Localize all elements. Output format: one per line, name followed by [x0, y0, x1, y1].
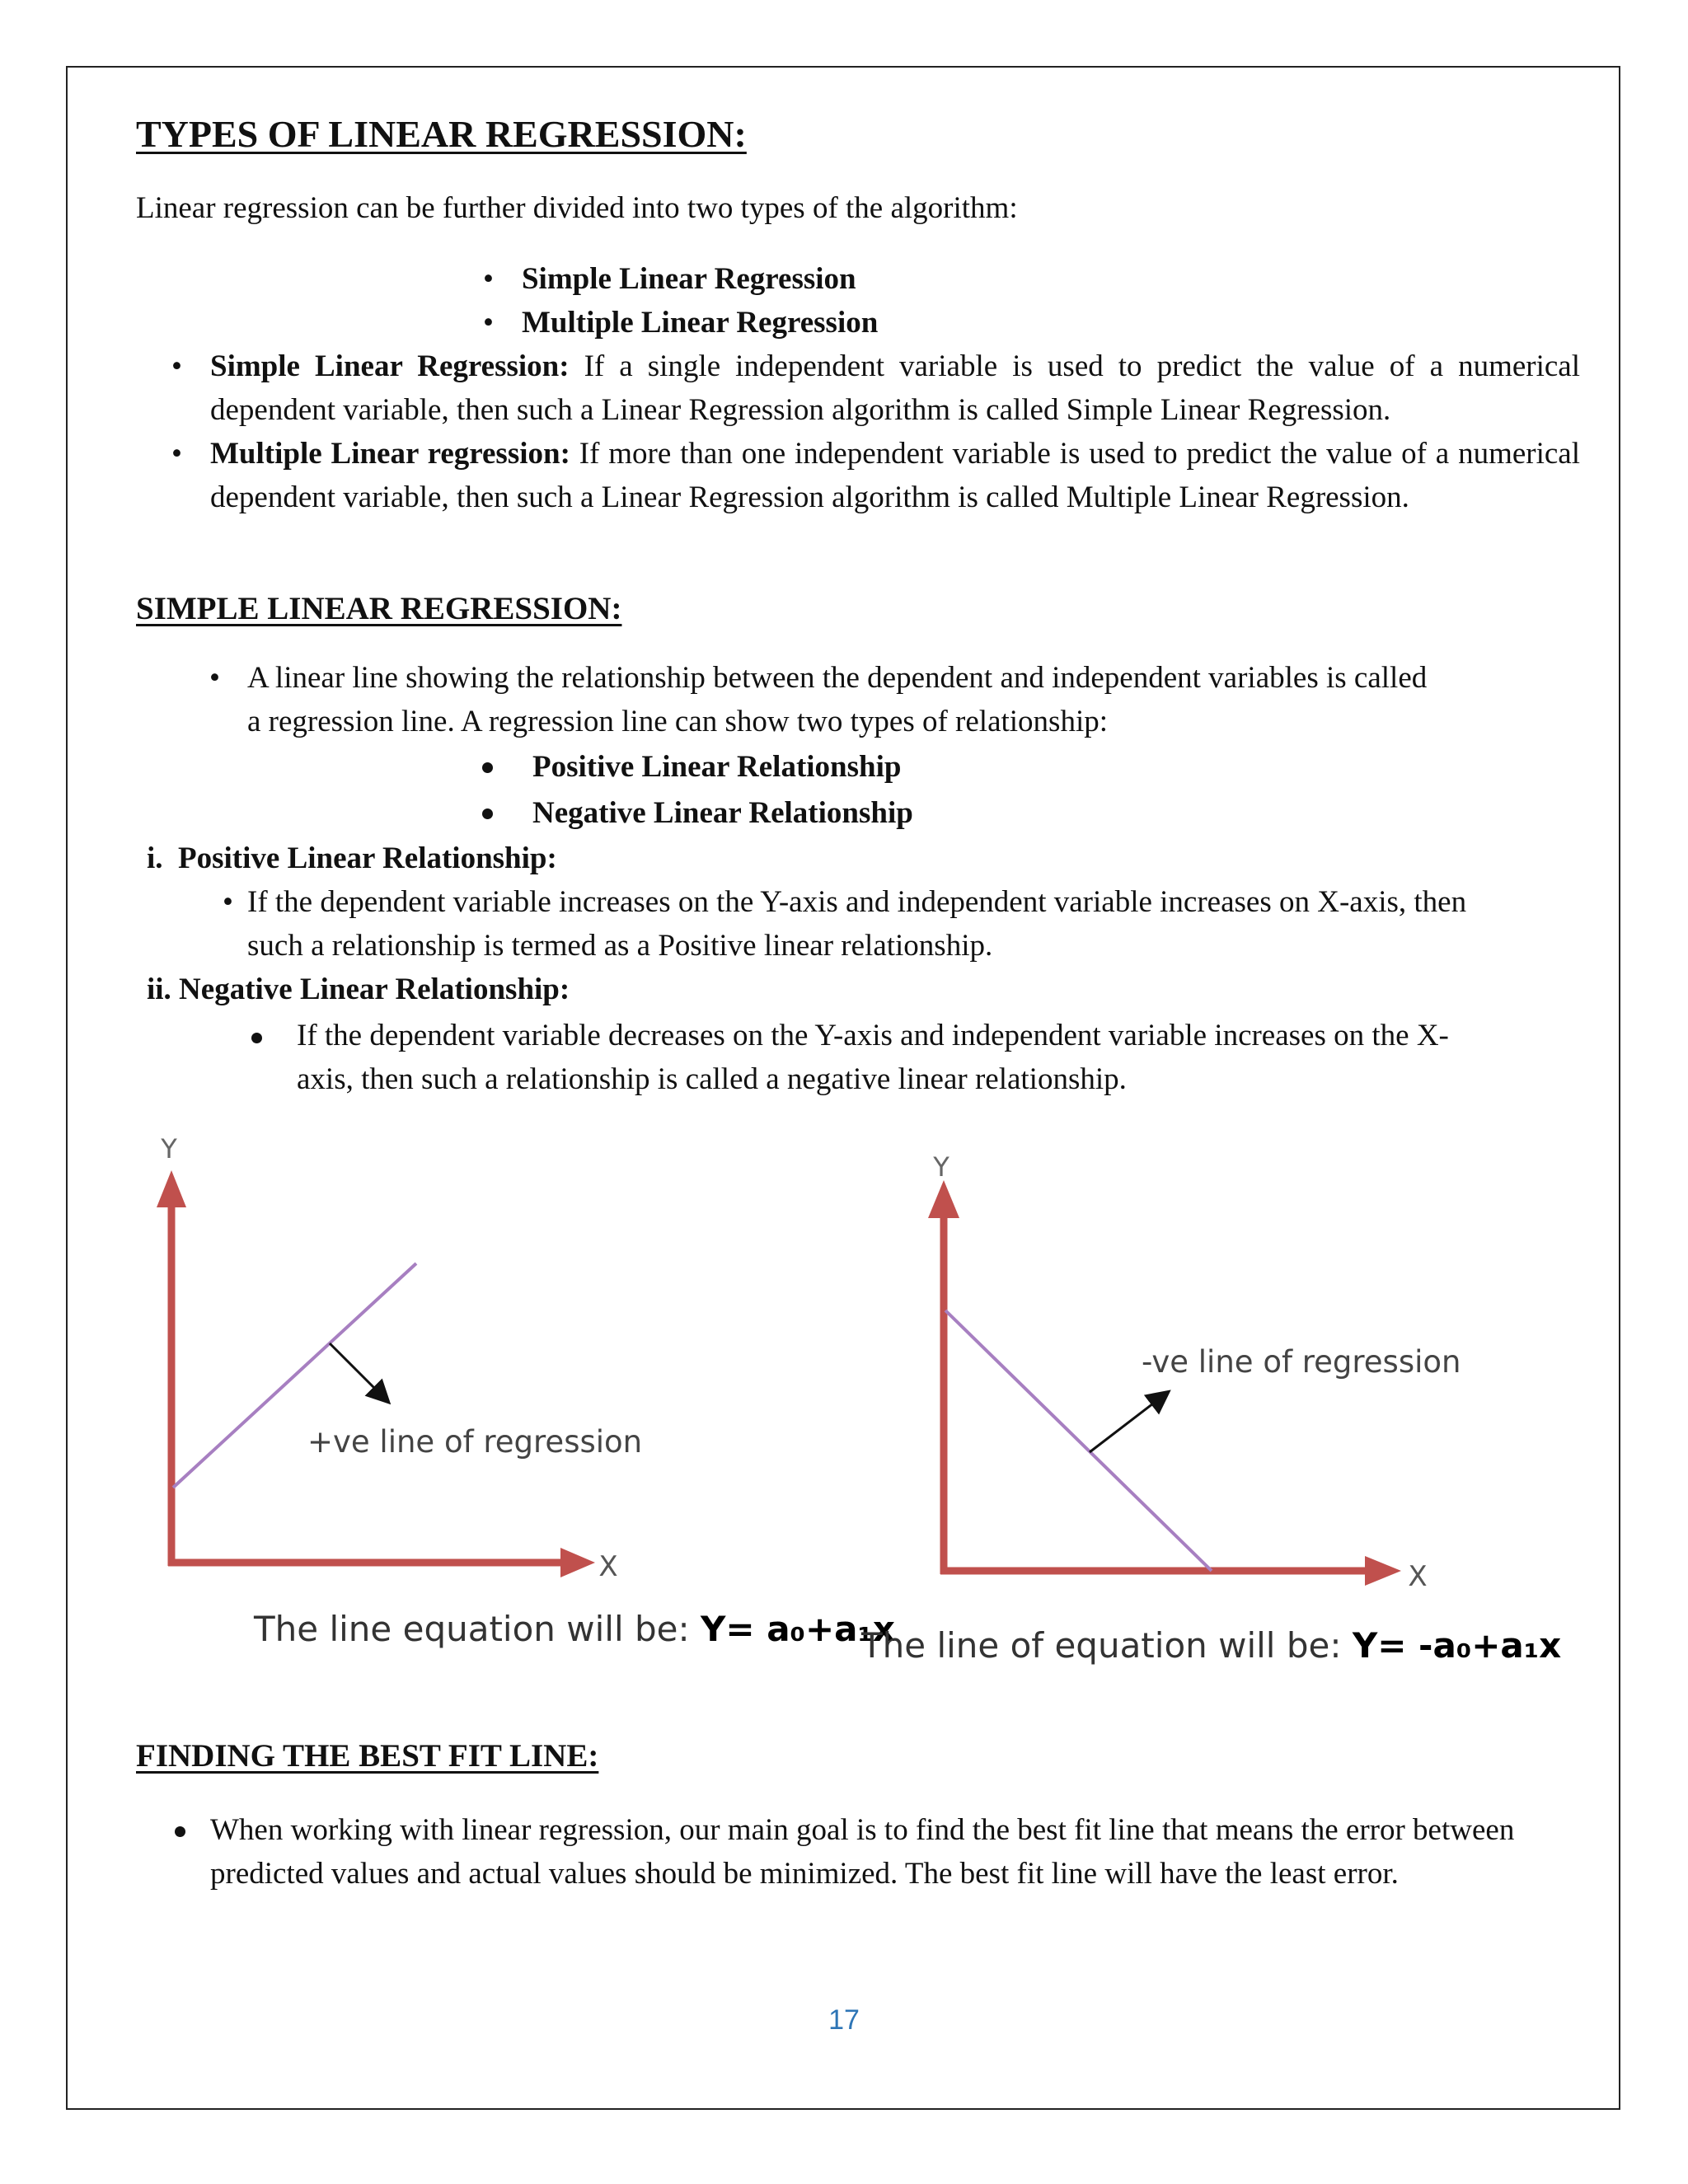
- heading-simple: SIMPLE LINEAR REGRESSION:: [136, 591, 622, 626]
- x-axis-arrowhead: [560, 1548, 595, 1577]
- negative-text-line1: If the dependent variable decreases on the Y-axis and independent variable increases on the X-: [297, 1019, 1449, 1052]
- type-list-item-2: • Multiple Linear Regression: [483, 306, 879, 340]
- negative-figure: [928, 1151, 1461, 1593]
- intro-text: Linear regression can be further divided into two types of the algorithm:: [136, 191, 1018, 225]
- left-figure-caption: The line equation will be: Y= a₀+a₁x: [254, 1609, 895, 1649]
- bullet-dot: [175, 1826, 185, 1837]
- definition-simple: Simple Linear Regression: If a single independent variable is used to predict the value of a numerical dependent variable, then such a Linear Regression algorithm is called Simple Linear Regression.: [210, 349, 1580, 427]
- heading-best-fit: FINDING THE BEST FIT LINE:: [136, 1738, 599, 1774]
- heading-types: TYPES OF LINEAR REGRESSION:: [136, 113, 747, 155]
- annotation-label: -ve line of regression: [1142, 1344, 1461, 1380]
- simple-text-line1: A linear line showing the relationship between the dependent and independent variables is called: [247, 661, 1428, 695]
- x-axis-arrowhead: [1365, 1556, 1401, 1586]
- annotation-arrow: [1090, 1393, 1167, 1452]
- y-axis-label: Y: [933, 1151, 950, 1183]
- type-list-item-1: • Simple Linear Regression: [483, 262, 856, 296]
- x-axis-label: X: [598, 1550, 618, 1583]
- negative-heading: ii. Negative Linear Relationship:: [147, 972, 570, 1006]
- relationship-item-2: Negative Linear Relationship: [532, 796, 913, 830]
- annotation-label: +ve line of regression: [307, 1424, 643, 1460]
- negative-text-line2: axis, then such a relationship is called a negative linear relationship.: [297, 1062, 1127, 1096]
- bullet-glyph: •: [171, 349, 182, 383]
- positive-heading: i. Positive Linear Relationship:: [147, 841, 557, 875]
- positive-figure: [157, 1133, 642, 1583]
- right-equation: Y= -a₀+a₁x: [1352, 1625, 1562, 1666]
- bullet-glyph: •: [171, 437, 182, 471]
- left-equation: Y= a₀+a₁x: [700, 1609, 895, 1649]
- positive-text-line1: If the dependent variable increases on the Y-axis and independent variable increases on X-axis, then: [247, 885, 1467, 919]
- x-axis-label: X: [1408, 1560, 1428, 1593]
- y-axis-arrowhead: [928, 1180, 959, 1218]
- right-figure-caption: The line of equation will be: Y= -a₀+a₁x: [861, 1625, 1562, 1666]
- y-axis-arrowhead: [157, 1170, 186, 1207]
- annotation-arrow: [330, 1343, 387, 1401]
- positive-text-line2: such a relationship is termed as a Positive linear relationship.: [247, 929, 993, 963]
- simple-text-line2: a regression line. A regression line can show two types of relationship:: [247, 705, 1109, 738]
- best-fit-text: When working with linear regression, our main goal is to find the best fit line that means the error between predicted values and actual values should be minimized. The best fit line will have the least error.: [210, 1813, 1515, 1891]
- page-number: 17: [828, 2004, 860, 2036]
- relationship-item-1: Positive Linear Relationship: [532, 750, 902, 784]
- bullet-glyph: •: [209, 661, 220, 695]
- bullet-glyph: •: [223, 885, 233, 919]
- definition-multiple: Multiple Linear regression: If more than one independent variable is used to predict the value of a numerical dependent variable, then such a Linear Regression algorithm is called Multiple Linear Regression.: [210, 437, 1581, 514]
- y-axis-label: Y: [161, 1133, 177, 1165]
